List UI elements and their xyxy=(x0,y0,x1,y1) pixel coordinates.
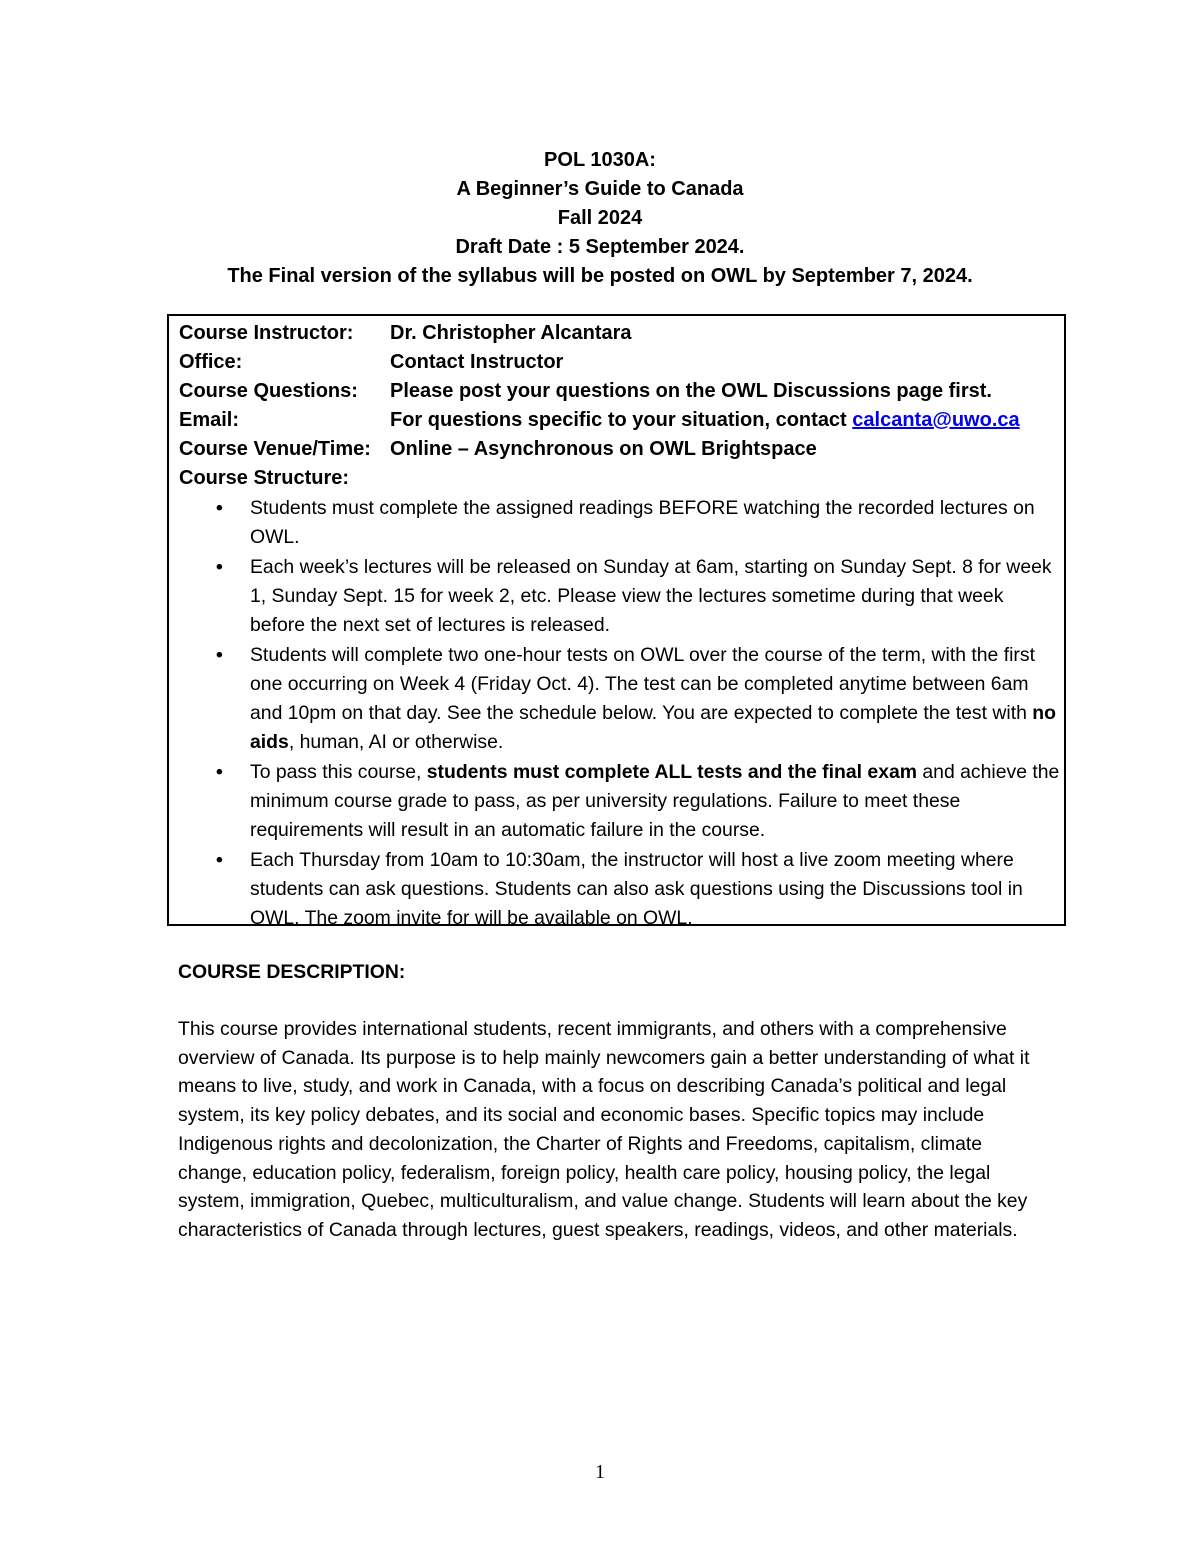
list-item-text: To pass this course, xyxy=(250,761,427,783)
instructor-row xyxy=(179,319,1060,348)
instructor-label: Course Instructor: xyxy=(179,322,354,344)
course-title: A Beginner’s Guide to Canada xyxy=(456,178,744,200)
email-row xyxy=(179,406,1060,435)
syllabus-header xyxy=(0,146,1200,291)
draft-date: Draft Date : 5 September 2024. xyxy=(455,236,745,258)
email-label: Email: xyxy=(179,409,240,431)
bullet-icon: • xyxy=(216,497,223,519)
page-number: 1 xyxy=(595,1461,605,1483)
list-item-text: Each Thursday from 10am to 10:30am, the instructor will host a live zoom meeting where students can ask questions. Students can also ask questions using the Discussions tool in OWL. The zoom invite for will be available on OWL. xyxy=(250,849,1023,929)
bullet-icon: • xyxy=(216,644,223,666)
venue-row xyxy=(179,435,1060,464)
list-item xyxy=(179,846,1060,933)
email-link[interactable]: calcanta@uwo.ca xyxy=(852,409,1020,431)
list-item-text: and achieve the minimum course grade to pass, as per university regulations. Failure to meet these requirements will result in an automatic failure in the course. xyxy=(250,761,1060,841)
instructor-value: Dr. Christopher Alcantara xyxy=(390,322,632,344)
questions-value: Please post your questions on the OWL Discussions page first. xyxy=(390,380,992,402)
office-value: Contact Instructor xyxy=(390,351,564,373)
structure-list xyxy=(179,494,1060,933)
list-item-bold: no aids xyxy=(250,702,1056,753)
office-label: Office: xyxy=(179,351,243,373)
list-item xyxy=(179,553,1060,640)
list-item xyxy=(179,641,1060,757)
bullet-icon: • xyxy=(216,761,223,783)
course-term: Fall 2024 xyxy=(557,207,643,229)
list-item xyxy=(179,494,1060,552)
venue-label: Course Venue/Time: xyxy=(179,438,371,460)
list-item-text: Each week’s lectures will be released on Sunday at 6am, starting on Sunday Sept. 8 for week 1, Sunday Sept. 15 for week 2, etc. Please view the lectures sometime during that week before the next set of lectures is released. xyxy=(250,556,1052,636)
list-item-text: Students must complete the assigned readings BEFORE watching the recorded lectures on OWL. xyxy=(250,497,1035,548)
list-item-text: Students will complete two one-hour tests on OWL over the course of the term, with the first one occurring on Week 4 (Friday Oct. 4). The test can be completed anytime between 6am and 10pm on that day. See the schedule below. You are expected to complete the test with xyxy=(250,644,1035,724)
list-item xyxy=(179,758,1060,845)
bullet-icon: • xyxy=(216,849,223,871)
questions-row xyxy=(179,377,1060,406)
course-code: POL 1030A: xyxy=(544,149,656,171)
list-item-bold: students must complete ALL tests and the final exam xyxy=(426,761,918,783)
course-description-body: This course provides international students, recent immigrants, and others with a comprehensive overview of Canada. Its purpose is to help mainly newcomers gain a better understanding of what it means to live, study, and work in Canada, with a focus on describing Canada’s political and legal system, its key policy debates, and its social and economic bases. Specific topics may include Indigenous rights and decolonization, the Charter of Rights and Freedoms, capitalism, climate change, education policy, federalism, foreign policy, health care policy, housing policy, the legal system, immigration, Quebec, multiculturalism, and value change. Students will learn about the key characteristics of Canada through lectures, guest speakers, readings, videos, and other materials. xyxy=(178,1018,1030,1241)
final-version-notice: The Final version of the syllabus will be posted on OWL by September 7, 2024. xyxy=(227,265,973,287)
questions-label: Course Questions: xyxy=(179,380,358,402)
list-item-text: , human, AI or otherwise. xyxy=(288,731,504,753)
email-value xyxy=(390,406,1060,435)
office-row xyxy=(179,348,1060,377)
bullet-icon: • xyxy=(216,556,223,578)
email-text: For questions specific to your situation, contact xyxy=(390,409,853,431)
course-info-box xyxy=(167,314,1066,929)
venue-value: Online – Asynchronous on OWL Brightspace xyxy=(390,438,817,460)
structure-label: Course Structure: xyxy=(179,467,350,489)
course-description-heading: COURSE DESCRIPTION: xyxy=(178,961,406,983)
